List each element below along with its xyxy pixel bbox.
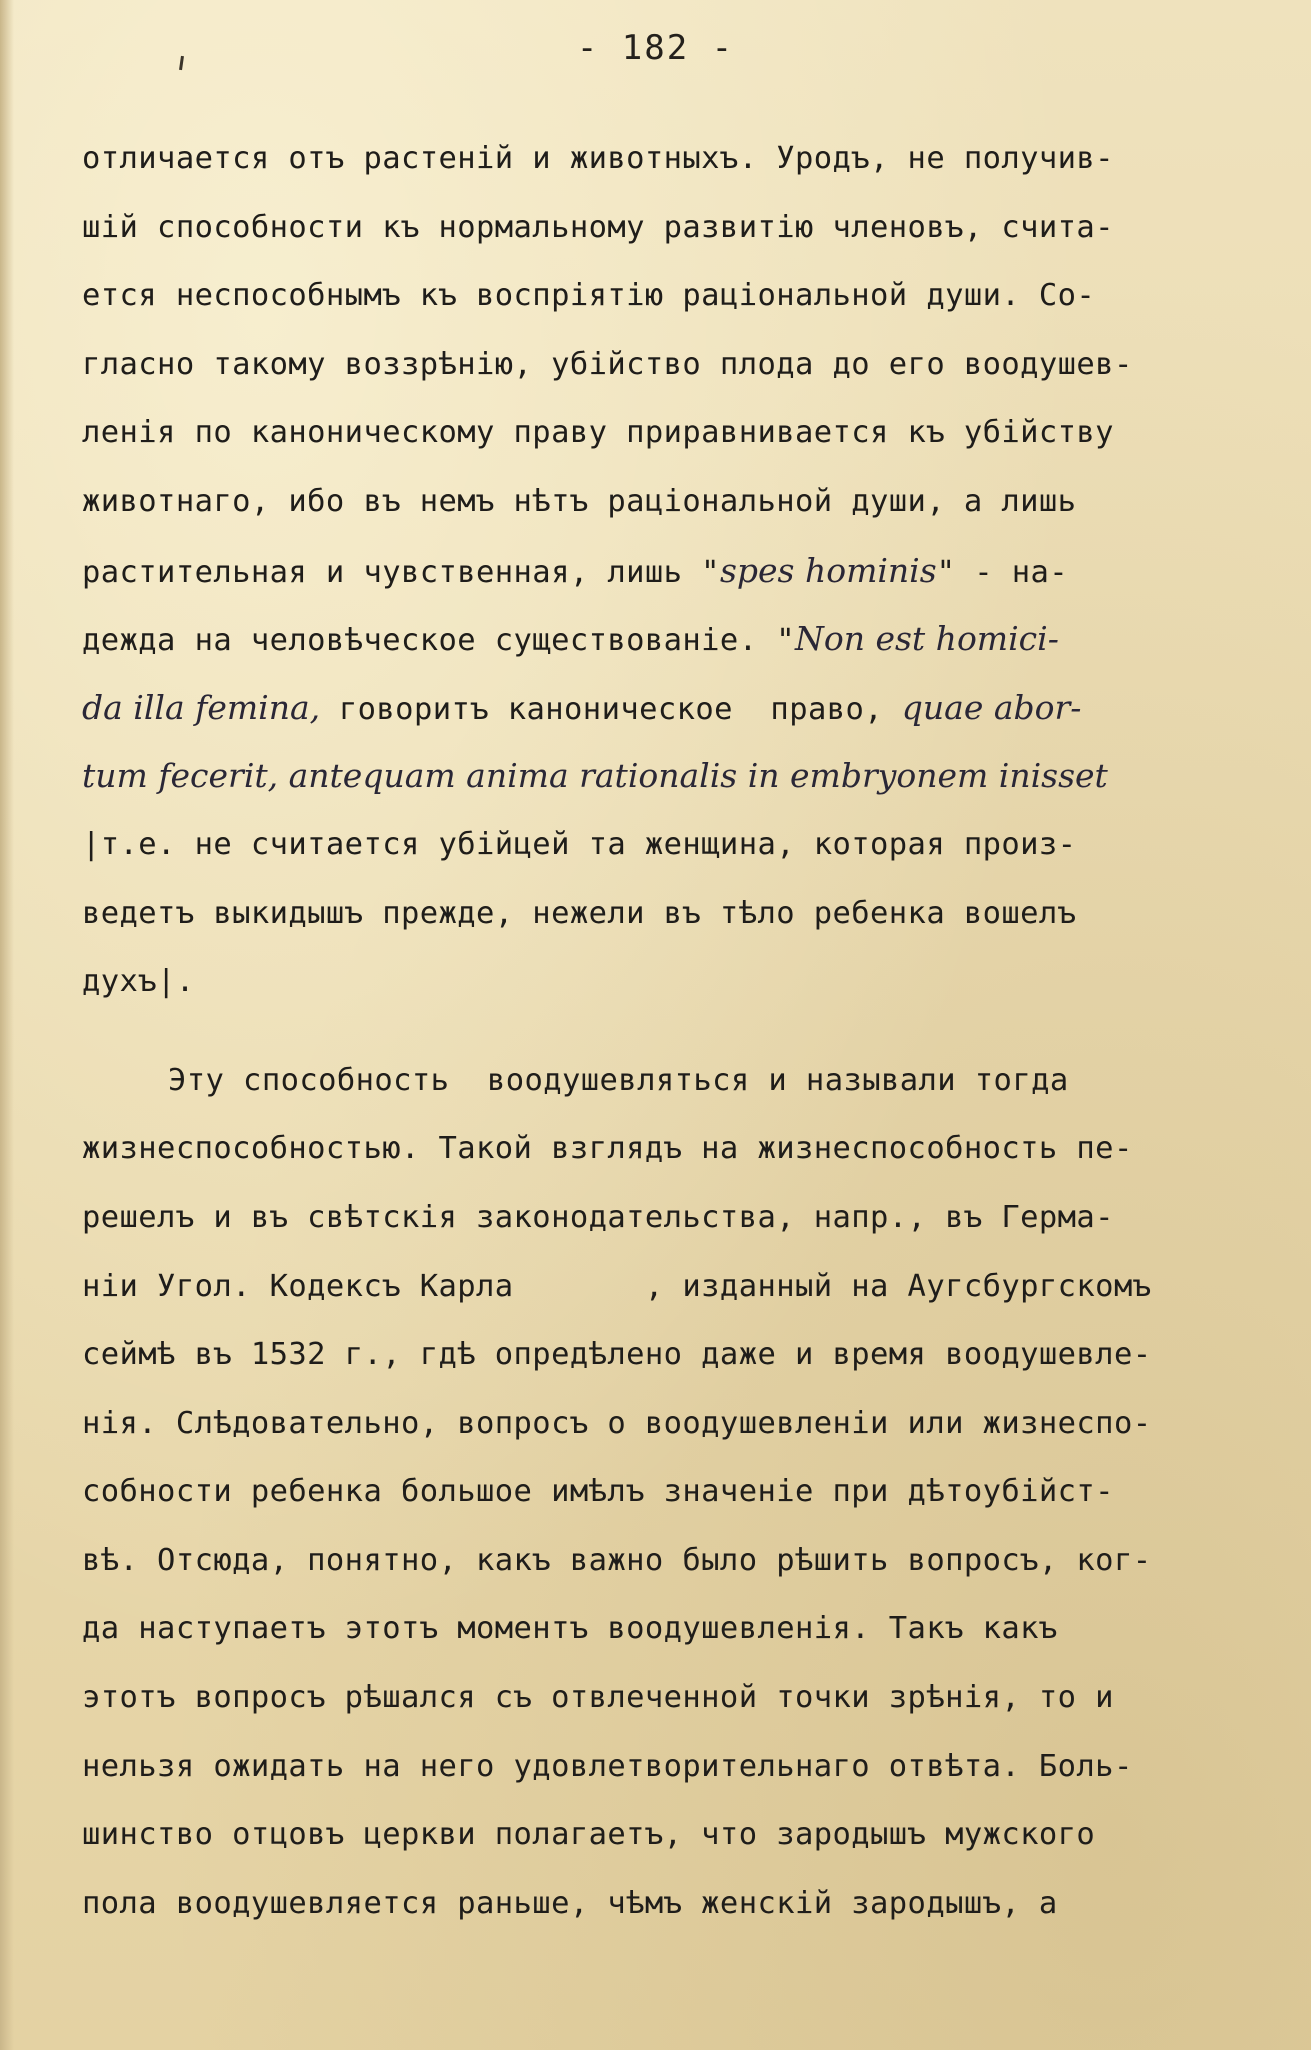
typed-text: животнаго, ибо въ немъ нѣтъ рацiональной души, а лишь <box>82 483 1077 519</box>
text-line <box>82 331 1282 400</box>
typed-text: дежда на человѣческое существованiе. " <box>82 623 795 659</box>
paragraph-gap <box>82 1017 1282 1047</box>
text-line <box>82 811 1282 880</box>
text-line <box>82 468 1282 537</box>
text-line <box>82 125 1282 194</box>
typed-text: пола воодушевляется раньше, чѣмъ женскiй зародышъ, а <box>82 1885 1058 1921</box>
text-line <box>82 1321 1282 1390</box>
text-line <box>82 880 1282 949</box>
typed-text: ведетъ выкидышъ прежде, нежели въ тѣло ребенка вошелъ <box>82 895 1077 931</box>
text-line <box>82 1390 1282 1459</box>
text-line <box>82 1664 1282 1733</box>
typed-text: шiй способности къ нормальному развитiю членовъ, счита- <box>82 209 1114 245</box>
typed-text: жизнеспособностью. Такой взглядъ на жизнеспособность пе- <box>82 1131 1133 1167</box>
handwritten-latin-insert: Non est homici- <box>794 619 1059 659</box>
text-line <box>82 1595 1282 1664</box>
typed-text: сеймѣ въ 1532 г., гдѣ опредѣлено даже и время воодушевле- <box>82 1337 1152 1373</box>
text-line <box>82 1253 1282 1322</box>
typed-text: нiи Угол. Кодексъ Карла , изданный на Аугсбургскомъ <box>82 1268 1152 1304</box>
handwritten-latin-insert: tum fecerit, antequam anima rationalis in embryonem inisset <box>82 756 1108 796</box>
typed-text: " - на- <box>936 554 1069 590</box>
typed-text: этотъ вопросъ рѣшался съ отвлеченной точки зрѣнiя, то и <box>82 1680 1114 1716</box>
paragraph <box>82 1047 1282 1939</box>
typed-text: ется неспособнымъ къ воспрiятiю рацiональной души. Со- <box>82 278 1096 314</box>
text-line <box>82 537 1282 606</box>
text-line <box>82 742 1282 811</box>
text-line <box>82 1184 1282 1253</box>
typed-text: решелъ и въ свѣтскiя законодательства, напр., въ Герма- <box>82 1199 1114 1235</box>
text-line <box>82 1115 1282 1184</box>
text-line <box>82 194 1282 263</box>
text-line <box>82 262 1282 331</box>
typed-text: Эту способность воодушевляться и называли тогда <box>168 1062 1069 1098</box>
body-text <box>82 125 1282 1938</box>
paragraph <box>82 125 1282 1017</box>
typed-text: ленiя по каноническому праву приравнивается къ убiйству <box>82 415 1114 451</box>
typed-text: собности ребенка большое имѣлъ значенiе при дѣтоубiйст- <box>82 1474 1114 1510</box>
typed-text: нiя. Слѣдовательно, вопросъ о воодушевленiи или жизнеспо- <box>82 1405 1152 1441</box>
text-line <box>82 1047 1282 1116</box>
text-line <box>82 1733 1282 1802</box>
text-line <box>82 948 1282 1017</box>
page-number: - 182 - <box>576 28 735 68</box>
text-line <box>82 1801 1282 1870</box>
typed-text: растительная и чувственная, лишь " <box>82 554 720 590</box>
text-line <box>82 674 1282 743</box>
typed-text: гласно такому воззрѣнiю, убiйство плода до его воодушев- <box>82 346 1133 382</box>
handwritten-latin-insert: quae abor- <box>901 687 1082 727</box>
typed-text: нельзя ожидать на него удовлетворительнаго отвѣта. Боль- <box>82 1748 1133 1784</box>
text-line <box>82 1870 1282 1939</box>
typed-text: да наступаетъ этотъ моментъ воодушевленiя. Такъ какъ <box>82 1611 1058 1647</box>
typed-text: вѣ. Отсюда, понятно, какъ важно было рѣшить вопросъ, ког- <box>82 1542 1152 1578</box>
text-line <box>82 399 1282 468</box>
text-line <box>82 605 1282 674</box>
handwritten-latin-insert: spes hominis <box>719 550 937 590</box>
typed-text: духъ|. <box>82 964 195 1000</box>
page-edge-shadow <box>0 0 14 2050</box>
typed-text: говоритъ каноническое право, <box>320 691 902 727</box>
text-line <box>82 1527 1282 1596</box>
typed-text: шинство отцовъ церкви полагаетъ, что зародышъ мужского <box>82 1817 1096 1853</box>
handwritten-latin-insert: da illa femina, <box>82 687 321 727</box>
text-line <box>82 1458 1282 1527</box>
typed-text: |т.е. не считается убiйцей та женщина, которая произ- <box>82 826 1077 862</box>
typed-text: отличается отъ растенiй и животныхъ. Уродъ, не получив- <box>82 141 1114 176</box>
